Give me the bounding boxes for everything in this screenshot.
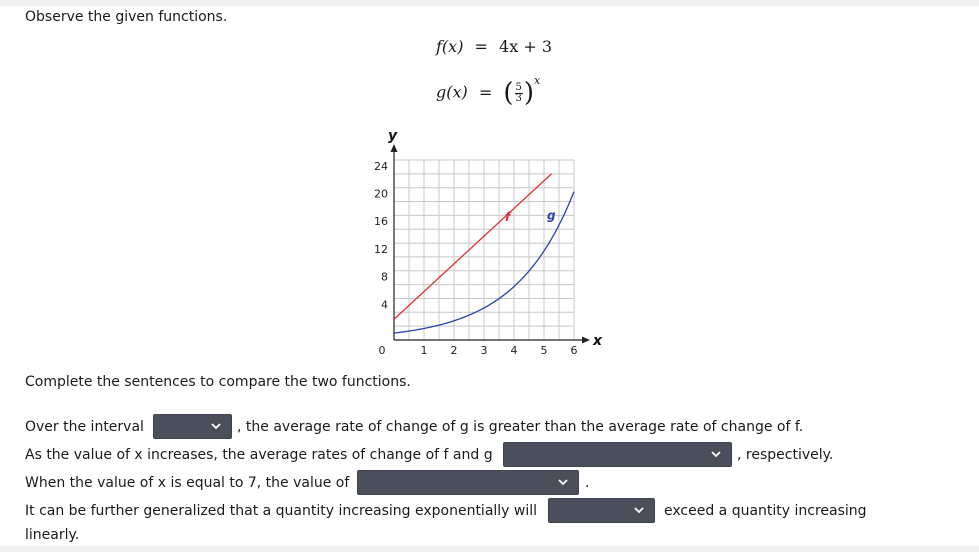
g-base-fraction: [515, 83, 523, 104]
g-base-denominator: 3: [515, 92, 522, 104]
y-tick-label: 12: [374, 242, 388, 256]
x-tick-label: 4: [510, 344, 518, 357]
sentence-4-continued: linearly.: [25, 527, 80, 543]
top-border: [0, 0, 979, 6]
sentence-2-start: As the value of x increases, the average rates of change of f and g: [25, 447, 493, 463]
g-exponent: x: [534, 73, 541, 87]
chart-labels: [388, 128, 603, 349]
sentence-1-start: Over the interval: [25, 419, 144, 435]
chevron-down-icon: [558, 478, 568, 486]
x-tick-label: 5: [540, 344, 548, 357]
interval-dropdown[interactable]: [153, 414, 232, 439]
series-g-label: g: [547, 208, 556, 223]
y-tick-label: 16: [374, 215, 388, 229]
value-at-7-dropdown[interactable]: [357, 470, 579, 495]
rates-dropdown[interactable]: [503, 442, 732, 467]
y-axis-label: y: [388, 128, 398, 144]
chevron-down-icon: [634, 506, 644, 514]
g-equals: =: [478, 82, 493, 102]
g-paren-open: (: [503, 78, 514, 108]
f-equals: =: [474, 37, 488, 56]
prompt-text: Complete the sentences to compare the two functions.: [25, 374, 411, 390]
y-tick-label: 20: [374, 187, 388, 201]
y-tick-label: 24: [374, 159, 388, 173]
x-tick-label: 6: [570, 344, 578, 357]
chart-ticks: [374, 160, 578, 357]
series-f-label: f: [505, 209, 511, 224]
f-rhs: 4x + 3: [499, 37, 552, 56]
sentence-4-end: exceed a quantity increasing: [664, 503, 867, 519]
sentence-3-start: When the value of x is equal to 7, the value of: [25, 475, 350, 491]
g-paren-close: ): [523, 78, 535, 108]
x-axis-arrow: [582, 337, 590, 344]
x-tick-label: 2: [450, 344, 458, 357]
function-f: [436, 37, 552, 56]
y-tick-label: 4: [381, 298, 388, 312]
g-lhs: g(x): [436, 82, 468, 102]
y-tick-label: 8: [381, 270, 388, 284]
g-base-numerator: 5: [515, 81, 522, 93]
sentence-3-end: .: [585, 475, 590, 491]
chevron-down-icon: [711, 450, 721, 458]
series-f-line: [394, 174, 552, 319]
sentence-2-end: , respectively.: [737, 447, 834, 463]
sentence-1-end: , the average rate of change of g is greater than the average rate of change of f.: [237, 419, 804, 435]
sentence-4-start: It can be further generalized that a quantity increasing exponentially will: [25, 503, 538, 519]
function-graph: [360, 122, 620, 362]
bottom-border: [0, 546, 979, 552]
x-axis-label: x: [593, 333, 603, 349]
instruction-text: Observe the given functions.: [25, 9, 228, 25]
f-lhs: f(x): [436, 37, 464, 56]
origin-label: 0: [378, 344, 386, 357]
x-tick-label: 3: [480, 344, 488, 357]
y-axis-arrow: [391, 144, 398, 152]
x-tick-label: 1: [420, 344, 428, 357]
function-g: [436, 73, 541, 108]
chart-grid: [394, 160, 574, 340]
generalize-dropdown[interactable]: [548, 498, 655, 523]
chevron-down-icon: [211, 422, 221, 430]
